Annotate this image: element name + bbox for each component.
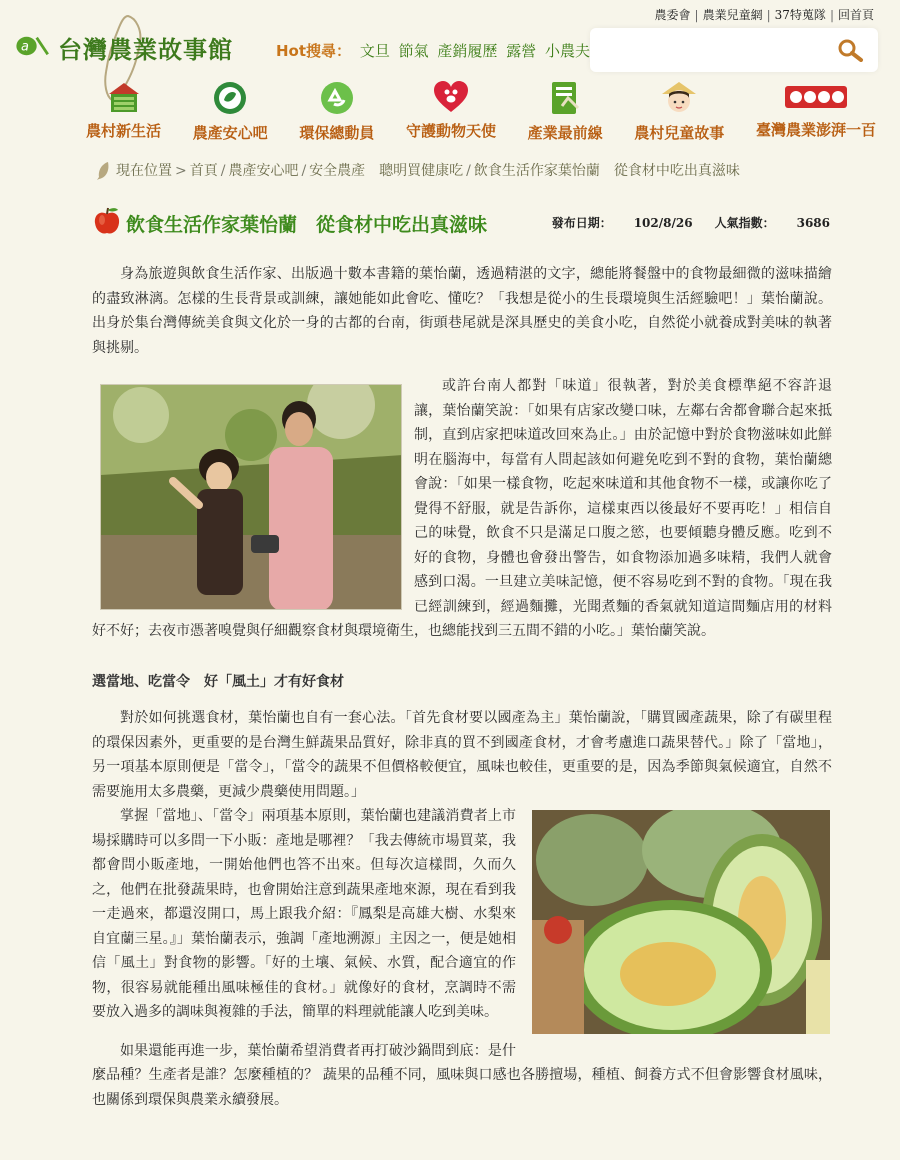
popularity (715, 216, 830, 230)
link-coa[interactable]: 農委會 (654, 8, 691, 22)
article-paragraph: 或許台南人都對「味道」很執著，對於美食標準絕不容許退讓，葉怡蘭笑說：「如果有店家改變口味，左鄰右舍都會聯合起來抵制，直到店家把味道改回來為止。」由於記憶中對於食物滋味如此鮮明在腦海中，每當有人問起該如何避免吃到不對的食物，葉怡蘭總會說：「如果一樣食物，吃起來味道和其他食物不一樣，或讓你吃了覺得不舒服，就是告訴你，這樣東西以後最好不要再吃！」相信自己的味覺，飲食不只是滿足口腹之慾，也要傾聽身體反應。吃到不好的食物，身體也會發出警告，如食物添加過多味精，我們人就會感到口渴。一旦建立美味記憶，便不容易吃到不對的食物。「現在我已經訓練到，經過麵攤，光聞煮麵的香氣就知道這間麵店用的材料好不好；去夜市憑著嗅覺與仔細觀察食材與環境衛生，也總能找到三五間不錯的小吃。」葉怡蘭笑說。 (92, 378, 832, 639)
article-paragraph: 身為旅遊與飲食生活作家、出版過十數本書籍的葉怡蘭，透過精湛的文字，總能將餐盤中的食物最細微的滋味描繪的盡致淋漓。怎樣的生長背景或訓練，讓她能如此會吃、懂吃？「我想是從小的生長環境與生活經驗吧！」葉怡蘭說。出身於集台灣傳統美食與文化於一身的古都的台南，街頭巷尾就是深具歷史的美食小吃，自然從小就養成對美味的執著與挑剔。 (92, 266, 832, 356)
publish-date-value: 102/8/26 (633, 216, 693, 230)
category-nav (86, 80, 876, 140)
nav-label: 臺灣農業澎湃一百 (755, 121, 876, 139)
logo-mark-icon (14, 34, 52, 58)
nav-item-eco[interactable] (299, 80, 374, 140)
article-paragraph: 如果還能再進一步，葉怡蘭希望消費者再打破沙鍋問到底：是什麼品種？生產者是誰？怎麼種植的？ 蔬果的品種不同，風味與口感也各勝擅場，種植、飼養方式不但會影響食材風味，也關係到環保與農業永續發展。 (92, 1042, 832, 1108)
article-header (92, 204, 836, 238)
centennial-icon (784, 80, 848, 113)
article-meta (552, 214, 830, 231)
article-photo-melon (532, 810, 830, 1034)
breadcrumb-separator: / (466, 163, 471, 179)
leaf-icon (96, 161, 112, 181)
link-separator: | (694, 8, 699, 22)
recycle-icon (318, 80, 356, 116)
child-farmer-icon (660, 80, 698, 116)
article-paragraph: 對於如何挑選食材，葉怡蘭也自有一套心法。「首先食材要以國產為主」葉怡蘭說，「購買國產蔬果，除了有碳里程的環保因素外，更重要的是台灣生鮮蔬果品質好，除非真的買不到國產食材，才會考慮進口蔬果替代。」除了「當地」，另一項基本原則便是「當令」，「當令的蔬果不但價格較便宜，風味也較佳，更重要的是，因為季節與氣候適宜，自然不需要施用太多農藥，更減少農藥使用問題。」 (92, 710, 832, 800)
popularity-value: 3686 (796, 216, 830, 230)
link-home[interactable]: 回首頁 (837, 8, 874, 22)
hot-keyword[interactable]: 文旦 (359, 42, 390, 60)
breadcrumb-link[interactable]: 農產安心吧 (228, 163, 299, 179)
breadcrumb-link[interactable]: 安全農產 聰明買健康吃 (309, 163, 464, 179)
publish-date (552, 216, 693, 230)
hot-keyword[interactable]: 小農夫 (545, 42, 591, 60)
article-photo-orchard (100, 384, 402, 610)
hot-keyword[interactable]: 露營 (506, 42, 537, 60)
link-kids-farm[interactable]: 農業兒童網 (702, 8, 763, 22)
hot-search-label: Hot搜尋： (276, 42, 352, 60)
article-paragraph: 掌握「當地」、「當令」兩項基本原則，葉怡蘭也建議消費者上市場採購時可以多問一下小販：產地是哪裡？「我去傳統市場買菜，我都會問小販產地，一開始他們也答不出來。但每次這樣問，久而久之，他們在批發蔬果時，也會開始注意到蔬果產地來源，現在看到我一走過來，都還沒開口，馬上跟我介紹：『鳳梨是高雄大樹、水梨來自宜蘭三星。』」葉怡蘭表示，強調「產地溯源」主因之一，便是她相信「風土」對食物的影響。「好的土壤、氣候、水質，配合適宜的作物，很容易就能種出風味極佳的食材。」就像好的食材，烹調時不需要放入過多的調味與複雜的手法，簡單的料理就能讓人吃到美味。 (92, 808, 516, 1020)
farmhouse-icon (105, 80, 143, 114)
article-body (92, 262, 832, 1112)
link-separator: | (766, 8, 771, 22)
article-title: 飲食生活作家葉怡蘭 從食材中吃出真滋味 (126, 214, 488, 236)
breadcrumb-separator: / (220, 163, 226, 179)
safe-produce-icon (211, 80, 249, 116)
search-input[interactable] (590, 28, 820, 72)
nav-item-safe-produce[interactable] (193, 80, 268, 140)
link-37-team[interactable]: 37特蒐隊 (774, 8, 826, 22)
breadcrumb-link[interactable]: 首頁 (189, 163, 218, 179)
nav-item-kids-story[interactable] (634, 80, 724, 140)
hot-search (276, 40, 590, 61)
nav-label: 農村新生活 (86, 122, 162, 140)
article-subheading: 選當地、吃當令 好「風土」才有好食材 (92, 673, 344, 690)
search-icon[interactable] (836, 38, 864, 62)
nav-label: 農村兒童故事 (634, 124, 725, 142)
heart-paw-icon (432, 80, 470, 114)
search-box (590, 28, 878, 72)
nav-item-centennial[interactable] (756, 80, 876, 140)
breadcrumb-separator: > (175, 163, 187, 179)
hot-keyword[interactable]: 產銷履歷 (437, 42, 498, 60)
nav-label: 環保總動員 (299, 124, 375, 142)
document-check-icon (546, 80, 584, 116)
publish-date-label: 發布日期： (551, 216, 612, 230)
apple-icon (92, 206, 122, 236)
hot-keyword[interactable]: 節氣 (398, 42, 429, 60)
top-links (655, 6, 874, 23)
nav-item-rural-life[interactable] (86, 80, 161, 140)
svg-text:a: a (21, 39, 29, 55)
logo-text: 台灣農業故事館 (58, 35, 233, 64)
breadcrumb-current: 飲食生活作家葉怡蘭 從食材中吃出真滋味 (473, 163, 740, 179)
nav-label: 農產安心吧 (192, 124, 268, 142)
popularity-label: 人氣指數： (714, 216, 775, 230)
breadcrumb-separator: / (301, 163, 307, 179)
breadcrumb (96, 160, 740, 181)
nav-label: 守護動物天使 (405, 122, 496, 140)
link-separator: | (829, 8, 834, 22)
nav-item-animal[interactable] (406, 80, 496, 140)
breadcrumb-prefix: 現在位置 (116, 163, 172, 179)
nav-item-industry[interactable] (528, 80, 603, 140)
nav-label: 產業最前線 (527, 124, 603, 142)
